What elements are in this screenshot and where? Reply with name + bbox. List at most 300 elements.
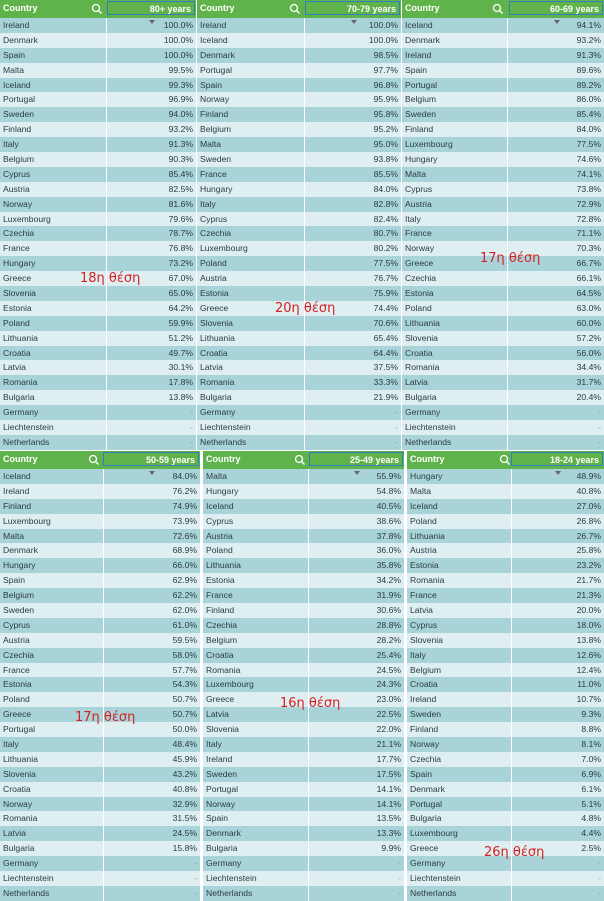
table-row xyxy=(407,811,604,826)
percentage-cell: 100.0% xyxy=(368,34,398,45)
country-cell: Germany xyxy=(3,407,39,418)
table-header xyxy=(197,0,401,18)
table-row xyxy=(197,286,401,301)
percentage-cell: 22.0% xyxy=(376,724,401,735)
age-group-column-header[interactable]: 80+ years xyxy=(107,1,195,15)
percentage-cell: 64.5% xyxy=(576,288,601,299)
percentage-cell: 73.8% xyxy=(576,183,601,194)
table-row xyxy=(0,405,196,420)
age-group-column-header[interactable]: 25-49 years xyxy=(309,452,403,466)
table-row xyxy=(197,226,401,241)
percentage-cell: 9.9% xyxy=(381,843,401,854)
country-cell: Norway xyxy=(3,798,33,809)
table-row xyxy=(0,48,196,63)
country-cell: Hungary xyxy=(405,154,438,165)
percentage-cell: 67.0% xyxy=(168,273,193,284)
table-row xyxy=(402,271,604,286)
country-cell: Spain xyxy=(410,768,432,779)
country-cell: Greece xyxy=(206,694,235,705)
country-cell: Luxembourg xyxy=(200,243,248,254)
country-cell: Liechtenstein xyxy=(3,873,54,884)
table-body xyxy=(0,18,196,450)
percentage-cell: 34.4% xyxy=(576,362,601,373)
country-cell: Lithuania xyxy=(3,332,38,343)
percentage-cell: 32.9% xyxy=(172,798,197,809)
percentage-cell: - xyxy=(190,436,193,447)
percentage-cell: 95.2% xyxy=(373,124,398,135)
percentage-cell: 58.0% xyxy=(172,649,197,660)
percentage-cell: 17.8% xyxy=(168,377,193,388)
table-row xyxy=(402,137,604,152)
country-cell: Iceland xyxy=(3,79,31,90)
country-column-header[interactable]: Country xyxy=(200,3,235,13)
percentage-cell: 73.2% xyxy=(168,258,193,269)
table-row xyxy=(197,316,401,331)
table-row xyxy=(197,360,401,375)
table-row xyxy=(0,137,196,152)
percentage-cell: 6.9% xyxy=(581,768,601,779)
percentage-cell: 35.8% xyxy=(376,560,401,571)
country-cell: Ireland xyxy=(3,485,30,496)
table-header xyxy=(407,451,604,469)
percentage-cell: 33.3% xyxy=(373,377,398,388)
country-cell: Malta xyxy=(3,530,25,541)
table-row xyxy=(407,886,604,901)
table-row xyxy=(203,737,404,752)
percentage-cell: 77.5% xyxy=(576,139,601,150)
table-row xyxy=(203,499,404,514)
country-cell: Hungary xyxy=(3,258,36,269)
percentage-cell: 38.6% xyxy=(376,515,401,526)
column-divider xyxy=(507,18,508,450)
percentage-cell: 81.6% xyxy=(168,198,193,209)
country-cell: Belgium xyxy=(3,590,35,601)
table-row xyxy=(0,167,196,182)
percentage-cell: 74.6% xyxy=(576,154,601,165)
table-row xyxy=(402,33,604,48)
percentage-cell: 5.1% xyxy=(581,798,601,809)
table-row xyxy=(0,588,200,603)
table-row xyxy=(0,18,196,33)
country-cell: Latvia xyxy=(3,828,26,839)
country-cell: Portugal xyxy=(3,94,36,105)
table-row xyxy=(197,107,401,122)
country-cell: Norway xyxy=(200,94,230,105)
percentage-cell: 84.0% xyxy=(373,183,398,194)
sort-descending-icon[interactable] xyxy=(354,471,360,475)
percentage-cell: 100.0% xyxy=(163,49,193,60)
table-body xyxy=(402,18,604,450)
table-row xyxy=(402,331,604,346)
table-row xyxy=(407,737,604,752)
percentage-cell: - xyxy=(598,887,601,898)
percentage-cell: 68.9% xyxy=(172,545,197,556)
percentage-cell: 31.5% xyxy=(172,813,197,824)
table-row xyxy=(407,663,604,678)
country-cell: Luxembourg xyxy=(206,679,254,690)
percentage-cell: 57.7% xyxy=(172,664,197,675)
country-cell: France xyxy=(405,228,432,239)
table-row xyxy=(197,390,401,405)
sort-descending-icon[interactable] xyxy=(555,471,561,475)
country-cell: France xyxy=(3,664,30,675)
country-cell: Austria xyxy=(410,545,437,556)
age-group-column-header[interactable]: 18-24 years xyxy=(511,452,603,466)
table-body xyxy=(197,18,401,450)
country-cell: France xyxy=(3,243,30,254)
percentage-cell: 85.4% xyxy=(168,168,193,179)
country-cell: Estonia xyxy=(405,288,434,299)
country-cell: France xyxy=(410,590,437,601)
age-group-column-header[interactable]: 70-79 years xyxy=(305,1,400,15)
country-cell: Spain xyxy=(3,49,25,60)
table-row xyxy=(197,197,401,212)
table-row xyxy=(0,420,196,435)
table-row xyxy=(0,826,200,841)
percentage-cell: 86.0% xyxy=(576,94,601,105)
country-cell: Bulgaria xyxy=(405,392,437,403)
percentage-cell: 22.5% xyxy=(376,709,401,720)
percentage-cell: 62.0% xyxy=(172,605,197,616)
country-cell: Portugal xyxy=(410,798,443,809)
percentage-cell: 82.4% xyxy=(373,213,398,224)
table-row xyxy=(402,375,604,390)
percentage-cell: 2.5% xyxy=(581,843,601,854)
percentage-cell: 84.0% xyxy=(172,471,197,481)
country-cell: Netherlands xyxy=(206,887,253,898)
country-cell: Latvia xyxy=(200,362,223,373)
table-row xyxy=(203,871,404,886)
table-row xyxy=(407,499,604,514)
percentage-cell: 64.4% xyxy=(373,347,398,358)
country-cell: Malta xyxy=(206,471,228,481)
country-cell: Sweden xyxy=(200,154,232,165)
column-divider xyxy=(103,469,104,901)
percentage-cell: 94.1% xyxy=(576,20,601,30)
table-row xyxy=(407,826,604,841)
table-row xyxy=(197,256,401,271)
search-icon[interactable] xyxy=(293,453,307,467)
country-cell: Spain xyxy=(3,575,25,586)
country-cell: Sweden xyxy=(206,768,238,779)
table-row xyxy=(197,92,401,107)
percentage-cell: 84.0% xyxy=(576,124,601,135)
country-cell: Iceland xyxy=(200,34,228,45)
country-cell: Denmark xyxy=(410,783,445,794)
table-row xyxy=(197,182,401,197)
percentage-cell: 93.8% xyxy=(373,154,398,165)
table-row xyxy=(203,782,404,797)
country-cell: Romania xyxy=(410,575,445,586)
country-cell: Poland xyxy=(3,317,30,328)
table-row xyxy=(197,212,401,227)
table-row xyxy=(0,677,200,692)
country-cell: Netherlands xyxy=(200,436,247,447)
country-cell: Latvia xyxy=(410,605,433,616)
country-cell: Liechtenstein xyxy=(200,422,251,433)
country-column-header[interactable]: Country xyxy=(405,3,440,13)
percentage-cell: 73.9% xyxy=(172,515,197,526)
table-row xyxy=(407,514,604,529)
percentage-cell: 4.8% xyxy=(581,813,601,824)
country-cell: Ireland xyxy=(206,753,233,764)
country-cell: Ireland xyxy=(405,49,432,60)
percentage-cell: 97.7% xyxy=(373,64,398,75)
country-cell: Sweden xyxy=(410,709,442,720)
country-cell: Liechtenstein xyxy=(206,873,257,884)
percentage-cell: 89.6% xyxy=(576,64,601,75)
country-cell: Iceland xyxy=(206,500,234,511)
percentage-cell: 14.1% xyxy=(376,798,401,809)
table-row xyxy=(402,18,604,33)
search-icon[interactable] xyxy=(87,453,101,467)
table-panel-0 xyxy=(0,0,196,450)
country-cell: Malta xyxy=(3,64,25,75)
percentage-cell: 94.0% xyxy=(168,109,193,120)
table-row xyxy=(203,886,404,901)
percentage-cell: 40.8% xyxy=(172,783,197,794)
table-row xyxy=(402,122,604,137)
country-cell: France xyxy=(200,168,227,179)
table-row xyxy=(407,469,604,484)
percentage-cell: - xyxy=(190,422,193,433)
table-row xyxy=(402,435,604,450)
search-icon[interactable] xyxy=(498,453,512,467)
country-cell: Sweden xyxy=(405,109,437,120)
country-cell: Spain xyxy=(200,79,222,90)
country-cell: Romania xyxy=(3,813,38,824)
table-row xyxy=(0,435,196,450)
table-row xyxy=(203,648,404,663)
country-cell: Portugal xyxy=(3,724,36,735)
table-row xyxy=(203,841,404,856)
percentage-cell: 72.6% xyxy=(172,530,197,541)
percentage-cell: 12.4% xyxy=(576,664,601,675)
table-row xyxy=(407,603,604,618)
table-panel-3 xyxy=(0,451,200,901)
country-cell: Italy xyxy=(405,213,421,224)
country-cell: Liechtenstein xyxy=(405,422,456,433)
percentage-cell: 65.4% xyxy=(373,332,398,343)
country-cell: Croatia xyxy=(3,783,31,794)
country-cell: Hungary xyxy=(410,471,443,481)
percentage-cell: 95.8% xyxy=(373,109,398,120)
table-row xyxy=(0,514,200,529)
table-row xyxy=(0,886,200,901)
country-cell: Cyprus xyxy=(410,619,438,630)
percentage-cell: 18.0% xyxy=(576,619,601,630)
percentage-cell: 80.7% xyxy=(373,228,398,239)
percentage-cell: 28.8% xyxy=(376,619,401,630)
table-row xyxy=(0,226,196,241)
country-column-header[interactable]: Country xyxy=(3,454,38,464)
percentage-cell: - xyxy=(194,887,197,898)
country-cell: Greece xyxy=(405,258,434,269)
percentage-cell: 20.4% xyxy=(576,392,601,403)
country-cell: Italy xyxy=(200,198,216,209)
table-row xyxy=(0,241,196,256)
country-cell: Malta xyxy=(405,168,427,179)
table-row xyxy=(197,63,401,78)
country-cell: Romania xyxy=(405,362,440,373)
country-cell: Estonia xyxy=(206,575,235,586)
country-cell: Portugal xyxy=(200,64,233,75)
percentage-cell: 89.2% xyxy=(576,79,601,90)
country-cell: Poland xyxy=(200,258,227,269)
rank-annotation: 17η θέση xyxy=(480,251,541,267)
percentage-cell: 55.9% xyxy=(376,471,401,481)
table-row xyxy=(0,752,200,767)
table-row xyxy=(0,484,200,499)
percentage-cell: 70.6% xyxy=(373,317,398,328)
percentage-cell: 72.8% xyxy=(576,213,601,224)
percentage-cell: 21.7% xyxy=(576,575,601,586)
percentage-cell: 95.9% xyxy=(373,94,398,105)
percentage-cell: 71.1% xyxy=(576,228,601,239)
percentage-cell: 8.8% xyxy=(581,724,601,735)
country-cell: Netherlands xyxy=(405,436,452,447)
country-cell: Croatia xyxy=(405,347,433,358)
table-row xyxy=(402,182,604,197)
percentage-cell: 76.7% xyxy=(373,273,398,284)
country-cell: Ireland xyxy=(3,20,30,30)
country-column-header[interactable]: Country xyxy=(3,3,38,13)
percentage-cell: 74.1% xyxy=(576,168,601,179)
table-row xyxy=(203,529,404,544)
country-cell: Norway xyxy=(3,198,33,209)
table-row xyxy=(197,33,401,48)
percentage-cell: 13.8% xyxy=(576,634,601,645)
column-divider xyxy=(308,469,309,901)
country-cell: Norway xyxy=(410,739,440,750)
percentage-cell: 49.7% xyxy=(168,347,193,358)
table-row xyxy=(402,390,604,405)
table-header xyxy=(0,0,196,18)
column-divider xyxy=(304,18,305,450)
country-cell: Iceland xyxy=(410,500,438,511)
country-cell: Luxembourg xyxy=(3,213,51,224)
table-row xyxy=(0,811,200,826)
table-row xyxy=(407,767,604,782)
table-row xyxy=(407,677,604,692)
country-cell: Lithuania xyxy=(200,332,235,343)
table-row xyxy=(0,63,196,78)
country-cell: Croatia xyxy=(410,679,438,690)
country-cell: Czechia xyxy=(3,649,35,660)
percentage-cell: 11.0% xyxy=(577,679,601,690)
sort-descending-icon[interactable] xyxy=(351,20,357,24)
percentage-cell: 26.8% xyxy=(576,515,601,526)
percentage-cell: - xyxy=(398,887,401,898)
search-icon[interactable] xyxy=(90,2,104,16)
percentage-cell: - xyxy=(194,858,197,869)
age-group-column-header[interactable]: 50-59 years xyxy=(103,452,199,466)
sort-descending-icon[interactable] xyxy=(554,20,560,24)
percentage-cell: 65.0% xyxy=(168,288,193,299)
country-cell: Czechia xyxy=(405,273,437,284)
country-cell: Finland xyxy=(3,500,32,511)
table-row xyxy=(203,558,404,573)
percentage-cell: 13.3% xyxy=(376,828,401,839)
percentage-cell: - xyxy=(395,407,398,418)
country-cell: Lithuania xyxy=(410,530,445,541)
percentage-cell: - xyxy=(395,436,398,447)
country-cell: Netherlands xyxy=(410,887,457,898)
table-row xyxy=(0,256,196,271)
table-row xyxy=(407,692,604,707)
table-row xyxy=(197,375,401,390)
table-body xyxy=(407,469,604,901)
country-cell: Belgium xyxy=(200,124,232,135)
age-group-column-header[interactable]: 60-69 years xyxy=(509,1,603,15)
country-cell: Latvia xyxy=(405,377,428,388)
percentage-cell: 37.5% xyxy=(373,362,398,373)
country-cell: Spain xyxy=(405,64,427,75)
percentage-cell: 79.6% xyxy=(168,213,193,224)
country-cell: Croatia xyxy=(200,347,228,358)
country-cell: Greece xyxy=(3,709,32,720)
percentage-cell: 57.2% xyxy=(576,332,601,343)
country-cell: Austria xyxy=(200,273,227,284)
percentage-cell: 50.7% xyxy=(172,694,197,705)
table-row xyxy=(0,331,196,346)
percentage-cell: 74.9% xyxy=(172,500,197,511)
country-cell: Germany xyxy=(410,858,446,869)
country-cell: Liechtenstein xyxy=(3,422,54,433)
table-row xyxy=(0,871,200,886)
percentage-cell: 96.8% xyxy=(373,79,398,90)
percentage-cell: 59.9% xyxy=(168,317,193,328)
country-cell: Italy xyxy=(206,739,222,750)
table-row xyxy=(0,603,200,618)
percentage-cell: 61.0% xyxy=(172,619,197,630)
percentage-cell: 27.0% xyxy=(576,500,601,511)
country-cell: Hungary xyxy=(206,485,239,496)
country-cell: Sweden xyxy=(3,109,35,120)
table-row xyxy=(0,469,200,484)
country-cell: Sweden xyxy=(3,605,35,616)
rank-annotation: 26η θέση xyxy=(484,845,545,861)
table-row xyxy=(0,529,200,544)
country-column-header[interactable]: Country xyxy=(206,454,241,464)
country-column-header[interactable]: Country xyxy=(410,454,445,464)
country-cell: Lithuania xyxy=(3,753,38,764)
country-cell: Bulgaria xyxy=(3,392,35,403)
country-cell: Norway xyxy=(206,798,236,809)
percentage-cell: 10.7% xyxy=(576,694,601,705)
country-cell: Cyprus xyxy=(3,168,31,179)
percentage-cell: 37.8% xyxy=(376,530,401,541)
country-cell: Portugal xyxy=(206,783,239,794)
country-cell: Luxembourg xyxy=(405,139,453,150)
percentage-cell: 76.2% xyxy=(172,485,197,496)
table-row xyxy=(402,405,604,420)
country-cell: Austria xyxy=(3,183,30,194)
percentage-cell: 7.0% xyxy=(581,753,601,764)
table-row xyxy=(0,182,196,197)
table-row xyxy=(0,301,196,316)
column-divider xyxy=(106,18,107,450)
sort-descending-icon[interactable] xyxy=(149,471,155,475)
sort-descending-icon[interactable] xyxy=(149,20,155,24)
table-row xyxy=(0,543,200,558)
search-icon[interactable] xyxy=(491,2,505,16)
search-icon[interactable] xyxy=(288,2,302,16)
table-row xyxy=(203,573,404,588)
percentage-cell: - xyxy=(598,436,601,447)
table-row xyxy=(402,316,604,331)
rank-annotation: 18η θέση xyxy=(80,270,141,286)
